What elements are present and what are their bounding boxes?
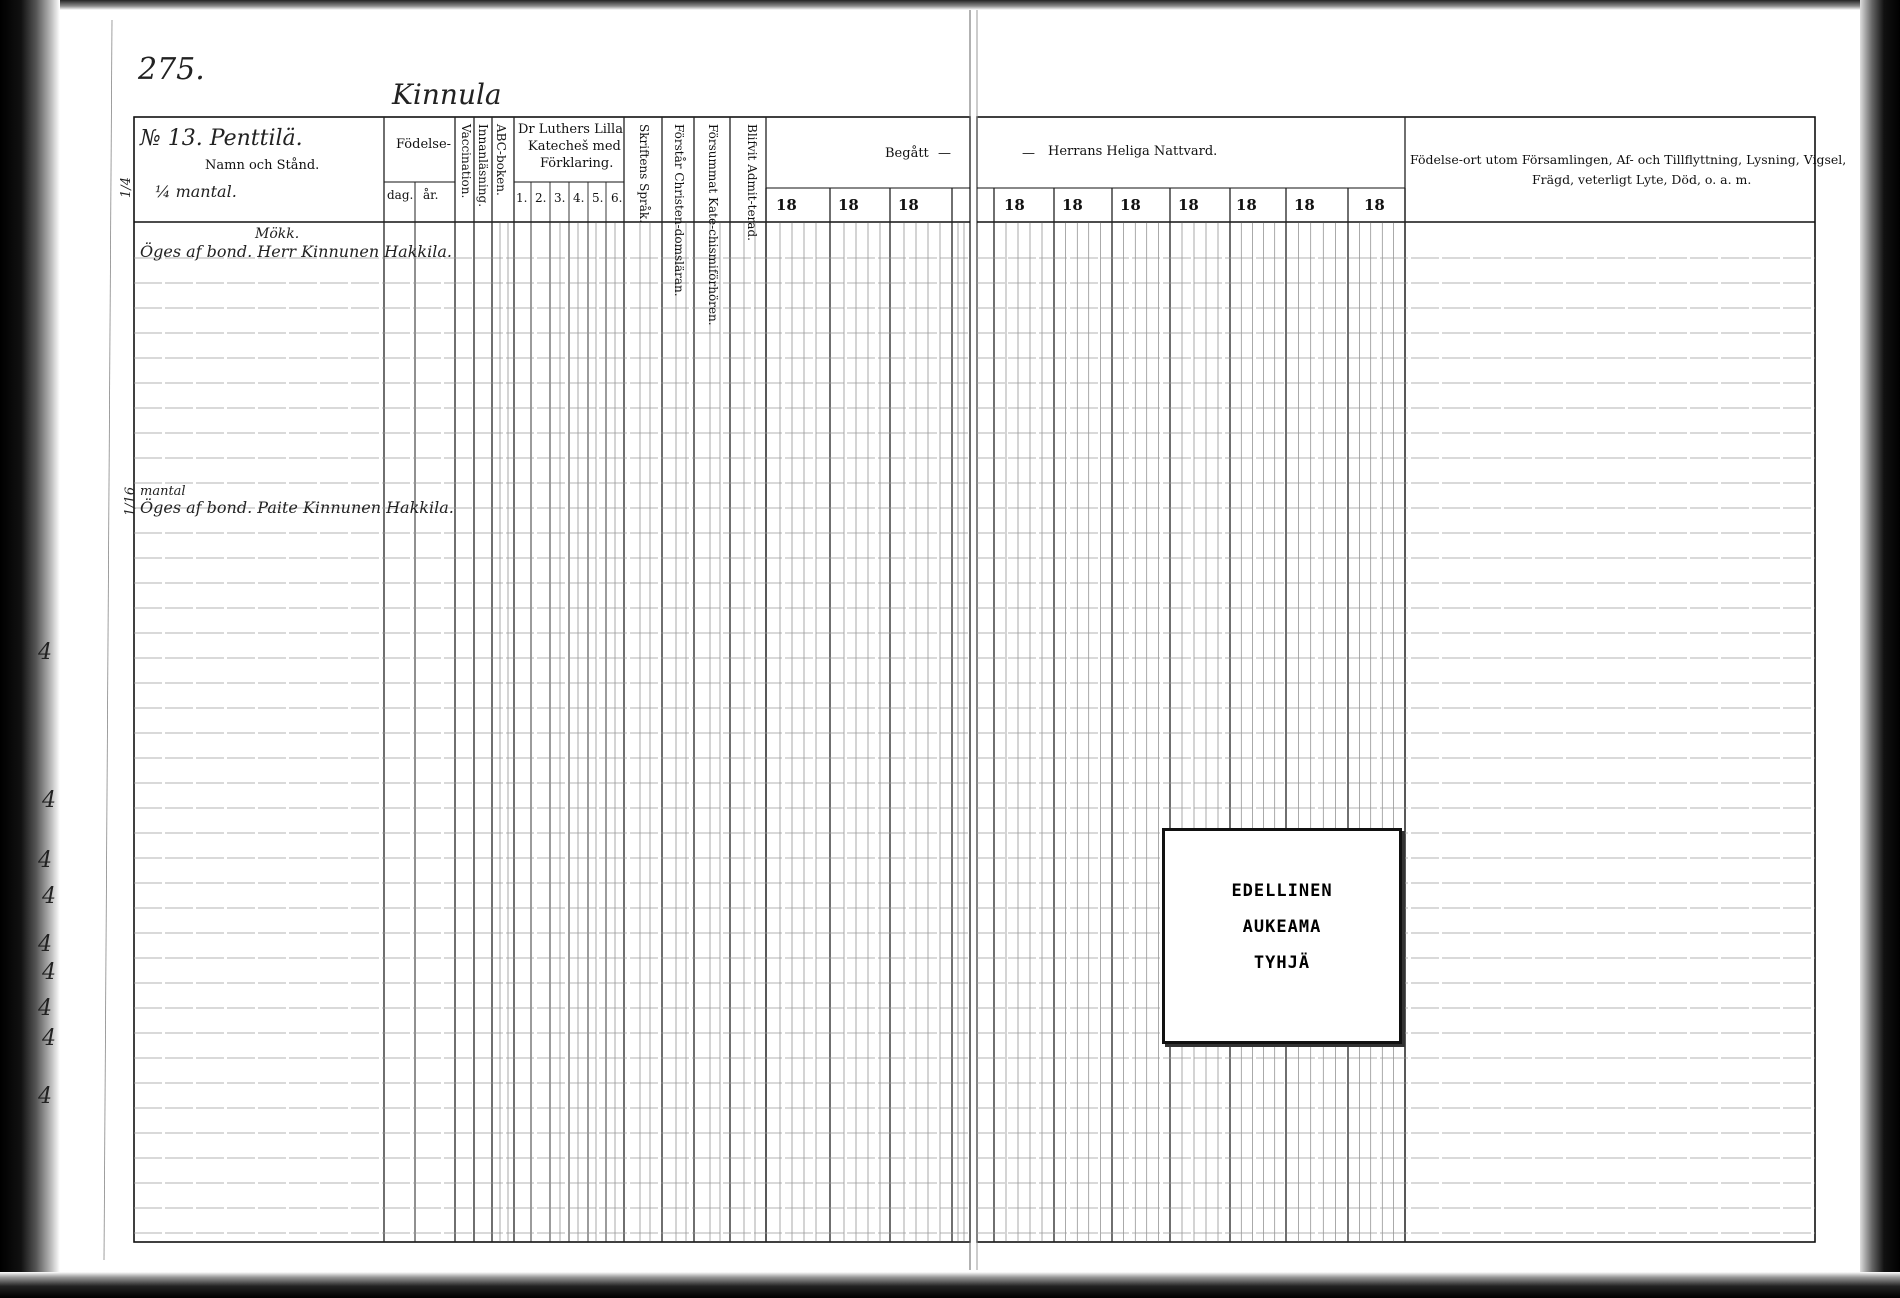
header-reading: Innanläsning. bbox=[476, 124, 490, 208]
header-communion-dash: — bbox=[1022, 146, 1035, 161]
header-birth-day: dag. bbox=[387, 188, 414, 202]
year-prefix-label: 18 bbox=[898, 196, 919, 214]
margin-mark: 4 bbox=[38, 640, 52, 665]
header-birth-year: år. bbox=[423, 188, 439, 202]
luther-column-number: 4. bbox=[573, 191, 585, 205]
entry-1-fraction: 1/4 bbox=[118, 177, 134, 198]
entry-2-fraction: 1/16 bbox=[123, 486, 139, 517]
year-prefix-label: 18 bbox=[1178, 196, 1199, 214]
margin-mark: 4 bbox=[42, 960, 56, 985]
year-prefix-label: 18 bbox=[1236, 196, 1257, 214]
header-luther-1: Dr Luthers Lilla bbox=[518, 122, 623, 137]
year-prefix-label: 18 bbox=[776, 196, 797, 214]
margin-mark: 4 bbox=[38, 996, 52, 1021]
stamp-line-3: TYHJÄ bbox=[1253, 953, 1311, 973]
year-prefix-label: 18 bbox=[1062, 196, 1083, 214]
entry-1-text: Öges af bond. Herr Kinnunen Hakkila. bbox=[140, 242, 452, 261]
stamp-line-1: EDELLINEN bbox=[1231, 881, 1333, 901]
header-name: Namn och Stånd. bbox=[205, 158, 320, 173]
header-scripture: Skriftens Språk. bbox=[637, 124, 651, 224]
margin-mark: 4 bbox=[42, 1026, 56, 1051]
header-luther-2: Katecheš med bbox=[528, 139, 621, 154]
entry-1-note: ¼ mantal. bbox=[155, 182, 237, 201]
village-name: Kinnula bbox=[392, 78, 502, 111]
luther-column-number: 2. bbox=[535, 191, 547, 205]
entry-1-above: Mökk. bbox=[255, 226, 300, 242]
header-remarks-1: Födelse-ort utom Församlingen, Af- och Tillflyttning, Lysning, Vigsel, bbox=[1410, 152, 1847, 167]
year-prefix-label: 18 bbox=[1120, 196, 1141, 214]
header-begatt-dash: — bbox=[938, 146, 951, 161]
header-admitted: Blifvit Admit-terad. bbox=[745, 124, 759, 241]
year-prefix-label: 18 bbox=[1004, 196, 1025, 214]
margin-mark: 4 bbox=[42, 788, 56, 813]
luther-column-number: 5. bbox=[592, 191, 604, 205]
header-communion: Herrans Heliga Nattvard. bbox=[1048, 144, 1218, 159]
year-prefix-label: 18 bbox=[838, 196, 859, 214]
year-prefix-label: 18 bbox=[1294, 196, 1315, 214]
header-christianity: Förstår Christen-domsläran. bbox=[672, 124, 686, 297]
margin-mark: 4 bbox=[38, 932, 52, 957]
page-number: 275. bbox=[138, 52, 205, 87]
farm-name: № 13. Penttilä. bbox=[140, 126, 303, 151]
luther-column-number: 6. bbox=[611, 191, 623, 205]
margin-mark: 4 bbox=[42, 884, 56, 909]
header-luther-3: Förklaring. bbox=[540, 156, 614, 171]
header-vaccination: Vaccination. bbox=[459, 124, 473, 199]
header-begatt: Begått bbox=[885, 146, 929, 161]
entry-2-text: Öges af bond. Paite Kinnunen Hakkila. bbox=[140, 498, 454, 517]
header-birth: Födelse- bbox=[396, 137, 452, 152]
luther-column-number: 1. bbox=[516, 191, 528, 205]
luther-column-number: 3. bbox=[554, 191, 566, 205]
header-abc: ABC-boken. bbox=[494, 124, 508, 196]
stamp-line-2: AUKEAMA bbox=[1242, 917, 1322, 937]
year-prefix-label: 18 bbox=[1364, 196, 1385, 214]
empty-spread-stamp bbox=[1162, 828, 1402, 1044]
header-catechism: Försummat Kate-chismiförhören. bbox=[706, 124, 720, 326]
header-remarks-2: Frägd, veterligt Lyte, Död, o. a. m. bbox=[1532, 172, 1752, 187]
margin-mark: 4 bbox=[38, 1084, 52, 1109]
entry-2-note: mantal bbox=[140, 484, 186, 499]
margin-mark: 4 bbox=[38, 848, 52, 873]
